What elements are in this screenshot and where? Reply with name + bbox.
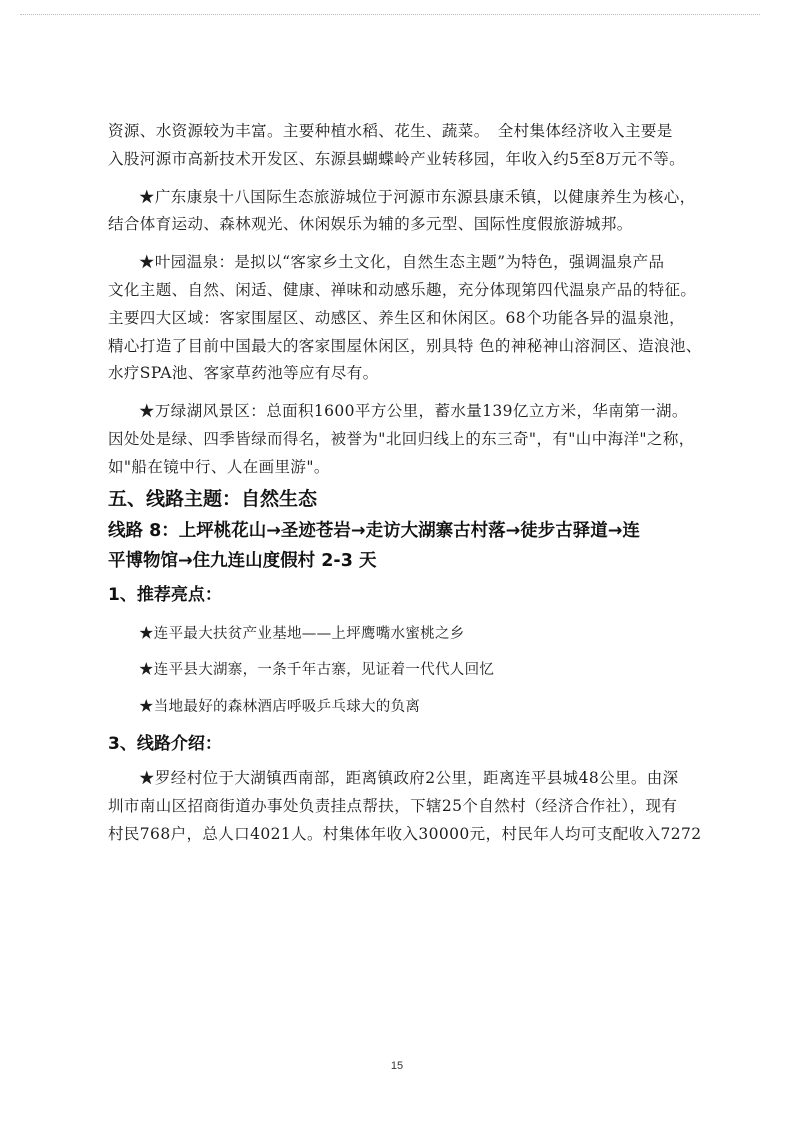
route-heading-line: 平博物馆→住九连山度假村 2-3 天 [108,550,377,571]
route-intro-heading: 3、线路介绍： [108,734,222,755]
highlight-item: ★连平最大扶贫产业基地——上坪鹰嘴水蜜桃之乡 [139,625,465,642]
text-line-content: ★叶园温泉：是拟以“客家乡土文化，自然生态主题”为特色，强调温泉产品 [139,253,665,272]
highlight-item: ★当地最好的森林酒店呼吸乒乓球大的负离 [139,698,421,715]
header-divider [20,14,760,15]
text-line: 文化主题、自然、闲适、健康、禅味和动感乐趣，充分体现第四代温泉产品的特征。 [108,280,697,299]
text-line: 精心打造了目前中国最大的客家围屋休闲区，别具特 色的神秘神山溶洞区、造浪池、 [108,336,702,355]
text-line: 村民768户，总人口4021人。村集体年收入30000元，村民年人均可支配收入7272 [108,824,702,843]
text-line: 资源、水资源较为丰富。主要种植水稻、花生、蔬菜。 全村集体经济收入主要是 [108,122,673,140]
page-content [108,118,702,858]
text-line [108,398,698,426]
wanlvhu-paragraph [108,398,698,481]
yeyuan-paragraph [108,249,702,388]
highlights-list [108,616,698,726]
highlights-heading: 1、推荐亮点： [108,584,222,605]
text-line-content: ★万绿湖风景区：总面积1600平方公里，蓄水量139亿立方米，华南第一湖。 [139,402,688,421]
luojing-paragraph [108,765,702,848]
text-line: 主要四大区域：客家围屋区、动感区、养生区和休闲区。68个功能各异的温泉池， [108,308,686,327]
highlight-item: ★连平县大湖寨，一条千年古寨，见证着一代代人回忆 [139,662,495,679]
text-line: 入股河源市高新技术开发区、东源县蝴蝶岭产业转移园，年收入约5至8万元不等。 [108,149,686,168]
route-heading-line: 线路 8：上坪桃花山→圣迹苍岩→走访大湖寨古村落→徒步古驿道→连 [108,520,640,541]
intro-paragraph [108,118,698,174]
text-line: 圳市南山区招商街道办事处负责挂点帮扶，下辖25个自然村（经济合作社），现有 [108,796,678,815]
text-line: 结合体育运动、森林观光、休闲娱乐为辅的多元型、国际性度假旅游城邦。 [108,215,633,234]
text-line: 因处处是绿、四季皆绿而得名，被誉为"北回归线上的东三奇"，有"山中海洋"之称， [108,429,695,448]
text-line [108,184,698,212]
kangquan-paragraph [108,184,698,240]
text-line-content: ★广东康泉十八国际生态旅游城位于河源市东源县康禾镇，以健康养生为核心， [139,187,696,206]
text-line-content: ★罗经村位于大湖镇西南部，距离镇政府2公里，距离连平县城48公里。由深 [139,769,679,788]
page-number: 15 [390,1060,404,1072]
route-heading [108,516,698,576]
section-heading: 五、线路主题：自然生态 [108,487,318,510]
text-line [108,249,698,277]
text-line [108,765,698,793]
text-line: 如"船在镜中行、人在画里游"。 [108,457,330,476]
text-line: 水疗SPA池、客家草药池等应有尽有。 [108,364,379,383]
